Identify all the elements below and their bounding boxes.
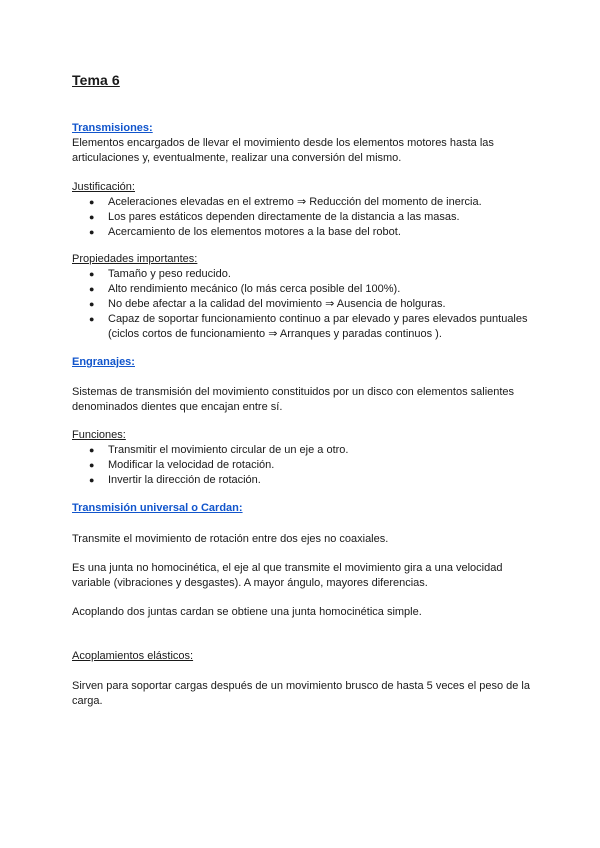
- list-item: ● Capaz de soportar funcionamiento continuo a par elevado y pares elevados puntuales (ciclos cortos de funcionamiento ⇒ Arranques y paradas continuos ).: [89, 313, 528, 340]
- bullet-icon: ●: [89, 227, 95, 237]
- paragraph-cardan-3: Acoplando dos juntas cardan se obtiene una junta homocinética simple.: [72, 606, 422, 618]
- list-justificacion: [72, 195, 532, 240]
- list-propiedades: [72, 267, 532, 342]
- bullet-icon: ●: [89, 314, 95, 324]
- label-justificacion: Justificación:: [72, 181, 135, 193]
- list-item: ● Aceleraciones elevadas en el extremo ⇒ Reducción del momento de inercia.: [89, 196, 482, 208]
- heading-engranajes[interactable]: Engranajes:: [72, 356, 135, 368]
- paragraph-acoplamientos: Sirven para soportar cargas después de un movimiento brusco de hasta 5 veces el peso de la carga.: [72, 680, 530, 707]
- heading-cardan[interactable]: Transmisión universal o Cardan:: [72, 502, 243, 514]
- bullet-icon: ●: [89, 475, 95, 485]
- paragraph-cardan-1: Transmite el movimiento de rotación entre dos ejes no coaxiales.: [72, 533, 389, 545]
- heading-transmisiones[interactable]: Transmisiones:: [72, 122, 153, 134]
- list-item: ● Alto rendimiento mecánico (lo más cerca posible del 100%).: [89, 283, 401, 295]
- list-item: ● Invertir la dirección de rotación.: [89, 474, 261, 486]
- list-item: ● No debe afectar a la calidad del movimiento ⇒ Ausencia de holguras.: [89, 298, 446, 310]
- bullet-icon: ●: [89, 212, 95, 222]
- list-item: ● Tamaño y peso reducido.: [89, 268, 231, 280]
- bullet-icon: ●: [89, 299, 95, 309]
- list-item: ● Modificar la velocidad de rotación.: [89, 459, 275, 471]
- list-item: ● Transmitir el movimiento circular de un eje a otro.: [89, 444, 349, 456]
- bullet-icon: ●: [89, 445, 95, 455]
- paragraph-engranajes: Sistemas de transmisión del movimiento constituidos por un disco con elementos salientes denominados dientes que encajan entre sí.: [72, 386, 515, 413]
- list-item: ● Acercamiento de los elementos motores a la base del robot.: [89, 226, 401, 238]
- bullet-icon: ●: [89, 269, 95, 279]
- label-propiedades: Propiedades importantes:: [72, 253, 198, 265]
- label-funciones: Funciones:: [72, 429, 126, 441]
- page-title: Tema 6: [72, 72, 120, 88]
- bullet-icon: ●: [89, 197, 95, 207]
- bullet-icon: ●: [89, 284, 95, 294]
- list-item: ● Los pares estáticos dependen directamente de la distancia a las masas.: [89, 211, 460, 223]
- bullet-icon: ●: [89, 460, 95, 470]
- paragraph-cardan-2: Es una junta no homocinética, el eje al que transmite el movimiento gira a una velocidad variable (vibraciones y desgastes). A mayor ángulo, mayores diferencias.: [72, 562, 503, 589]
- paragraph-transmisiones: Elementos encargados de llevar el movimiento desde los elementos motores hasta las articulaciones y, eventualmente, realizar una conversión del mismo.: [72, 137, 494, 164]
- list-funciones: [72, 443, 532, 488]
- heading-acoplamientos: Acoplamientos elásticos:: [72, 650, 194, 662]
